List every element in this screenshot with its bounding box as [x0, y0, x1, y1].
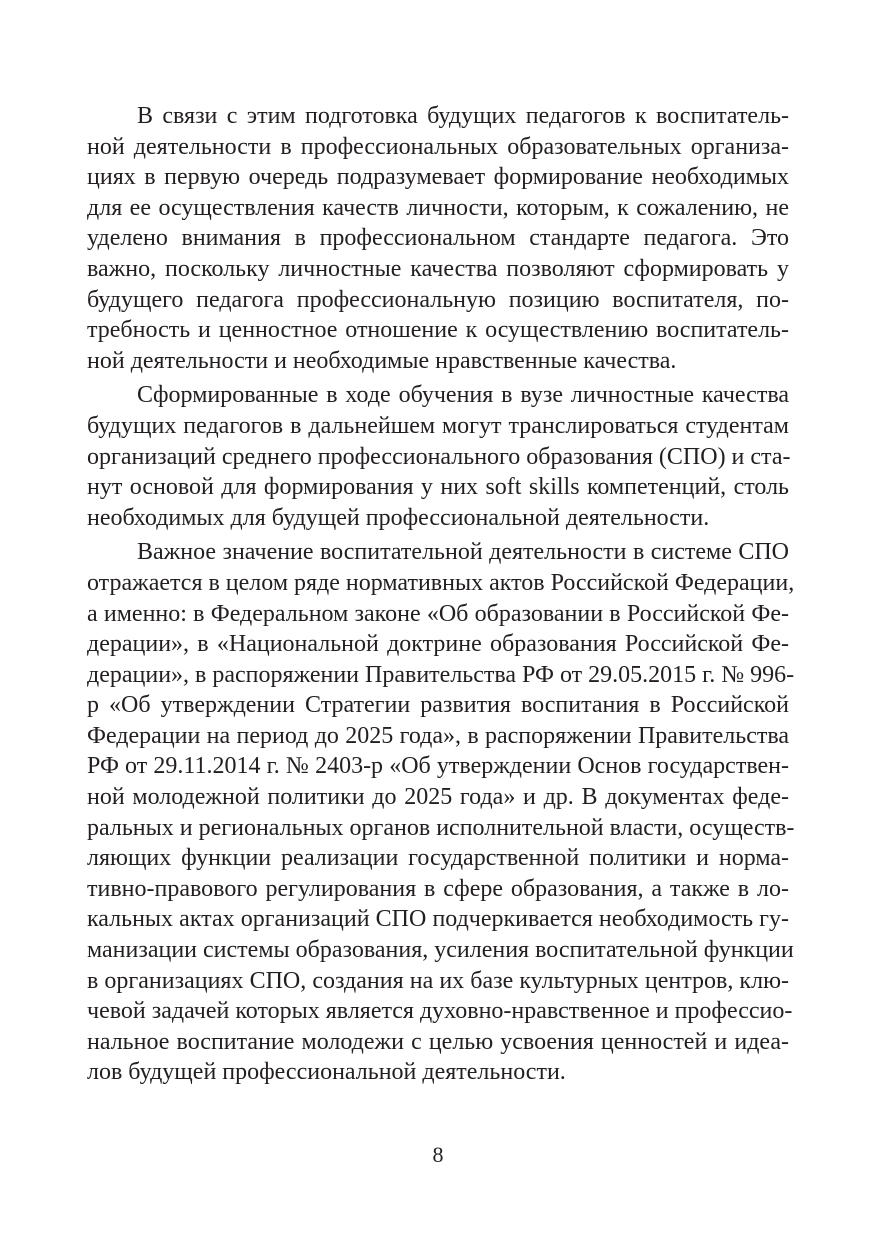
text-line: ной деятельности и необходимые нравственные качества. [87, 347, 677, 374]
text-line: ральных и региональных органов исполнительной власти, осуществ- [87, 814, 795, 841]
text-line: в организациях СПО, создания на их базе культурных центров, клю- [87, 967, 789, 994]
text-line: нут основой для формирования у них soft skills компетенций, столь [87, 474, 789, 501]
text-line: манизации системы образования, усиления воспитательной функции [87, 937, 794, 964]
text-line: необходимых для будущей профессиональной деятельности. [87, 504, 710, 531]
text-line: Важное значение воспитательной деятельности в системе СПО [137, 539, 789, 566]
paragraph-2 [87, 380, 789, 533]
paragraph-3 [87, 537, 795, 1088]
text-line: лов будущей профессиональной деятельности. [87, 1059, 566, 1086]
text-line: организаций среднего профессионального образования (СПО) и ста- [87, 443, 791, 470]
text-line: нальное воспитание молодежи с целью усвоения ценностей и идеа- [87, 1028, 789, 1055]
text-line: р «Об утверждении Стратегии развития воспитания в Российской [87, 692, 789, 719]
paragraph-1 [87, 101, 789, 376]
text-line: тивно-правового регулирования в сфере образования, а также в ло- [87, 875, 789, 902]
text-line: важно, поскольку личностные качества позволяют сформировать у [87, 255, 789, 282]
text-line: кальных актах организаций СПО подчеркивается необходимость гу- [87, 906, 789, 933]
page-number: 8 [432, 1142, 444, 1167]
text-line: будущих педагогов в дальнейшем могут транслироваться студентам [87, 412, 789, 439]
text-line: циях в первую очередь подразумевает формирование необходимых [87, 164, 789, 191]
text-line: будущего педагога профессиональную позицию воспитателя, по- [87, 286, 789, 313]
text-line: ной молодежной политики до 2025 года» и др. В документах феде- [87, 784, 789, 811]
text-line: РФ от 29.11.2014 г. № 2403-р «Об утверждении Основ государствен- [87, 753, 789, 780]
text-line: дерации», в распоряжении Правительства РФ от 29.05.2015 г. № 996- [87, 661, 795, 688]
text-line: дерации», в «Национальной доктрине образования Российской Фе- [87, 631, 789, 658]
text-line: Федерации на период до 2025 года», в распоряжении Правительства [87, 722, 789, 749]
text-line: ной деятельности в профессиональных образовательных организа- [87, 133, 789, 160]
text-line: а именно: в Федеральном законе «Об образовании в Российской Фе- [87, 600, 789, 627]
text-line: отражается в целом ряде нормативных актов Российской Федерации, [87, 569, 795, 596]
text-line: уделено внимания в профессиональном стандарте педагога. Это [87, 225, 789, 252]
text-line: ляющих функции реализации государственной политики и норма- [87, 845, 789, 872]
text-line: для ее осуществления качеств личности, которым, к сожалению, не [87, 194, 789, 221]
body-text [87, 101, 795, 1088]
text-line: Сформированные в ходе обучения в вузе личностные качества [137, 382, 789, 409]
text-line: требность и ценностное отношение к осуществлению воспитатель- [87, 317, 789, 344]
text-line: В связи с этим подготовка будущих педагогов к воспитатель- [137, 103, 789, 129]
text-line: чевой задачей которых является духовно-нравственное и профессио- [87, 998, 793, 1025]
